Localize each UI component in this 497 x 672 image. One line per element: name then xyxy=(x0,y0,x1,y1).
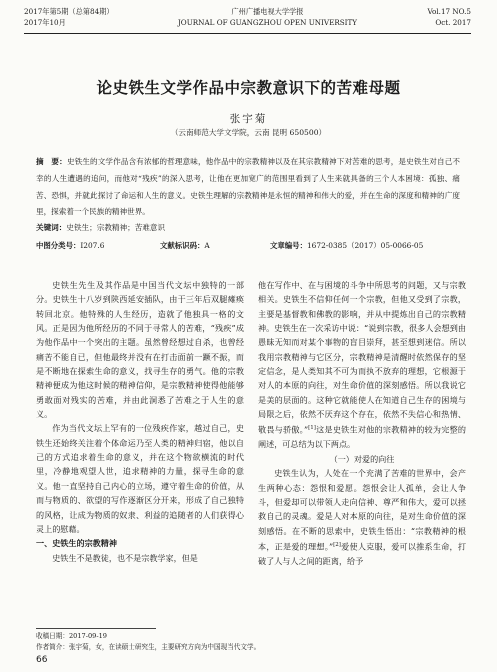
clc-value: I207.6 xyxy=(80,241,105,250)
paragraph: 史铁生先生及其作品是中国当代文坛中独特的一部分。史铁生十八岁到陕西延安插队，由于三年后双腿瘫痪转回北京。他特殊的人生经历，造就了他独具一格的文风。正是因为他所经历的不同于寻常人的苦难，“残疾”成为他作品中一个突出的主题。虽然曾经想过自杀，也曾经痛苦不能自已，但他最终并没有在打击面前一蹶不振，而是不断地在探索生命的意义，找寻生存的勇气。他的宗教精神便成为他这时候的精神信仰，是宗教精神使得他能够勇敢面对残实的苦难，并由此洞悉了苦难之于人生的意义。 xyxy=(36,280,244,420)
keywords-label: 关键词： xyxy=(36,223,67,232)
clc-label: 中图分类号： xyxy=(36,241,81,250)
received-date: 收稿日期：2017-09-19 xyxy=(36,632,107,640)
abstract-text: 史铁生的文学作品含有浓郁的哲理意味，他作品中的宗教精神以及在其宗教精神下对苦难的思考，是史铁生对自己不幸的人生遭遇的追问，而他对“残疾”的深入思考，让他在更加宽广的范围里看到了人生来就具备的三个人本困境：孤独、痛苦、恐惧，并就此探讨了命运和人生的意义。史铁生理解的宗教精神是永恒的精神和伟大的爱，并在生命的深度和精神的广度里，探索着一个民族的精神世界。 xyxy=(36,157,461,217)
paper-title: 论史铁生文学作品中宗教意识下的苦难母题 xyxy=(96,79,401,97)
paragraph xyxy=(258,278,466,452)
abstract xyxy=(36,154,460,221)
paragraph: 作为当代文坛上罕有的一位残疾作家，越过自己，史铁生还始终关注着个体命运乃至人类的精神归宿，他以自己的方式追求着生命的意义，并在这个物欲横流的时代里，冷静地观望人世，追求精神的力量，探寻生命的意义。他一直坚持自己内心的立场，遵守着生命的价值，从而与物质的、欲望的写作逐渐区分开来，形成了自己独特的风格，让成为物质的奴隶、利益的追随者的人们获得心灵上的慰藉。 xyxy=(36,423,244,534)
article-id-label: 文章编号： xyxy=(270,241,307,250)
footnote-rule xyxy=(36,628,156,629)
journal-header xyxy=(24,6,471,36)
volume-info: Vol.17 NO.5 xyxy=(427,7,471,16)
body-column-left xyxy=(36,278,244,565)
footnote xyxy=(36,628,466,653)
paragraph: 史铁生不是教徒，也不是宗教学家，但是 xyxy=(52,552,198,563)
keywords xyxy=(36,222,460,233)
date-cn: 2017年10月 xyxy=(24,18,66,27)
journal-name-en: JOURNAL OF GUANGZHOU OPEN UNIVERSITY xyxy=(177,18,358,27)
keywords-text: 史铁生；宗教精神；苦难意识 xyxy=(66,223,166,232)
date-en: Oct. 2017 xyxy=(435,18,471,27)
subsection-heading: （一）对爱的向往 xyxy=(329,453,395,464)
citation-ref: [1] xyxy=(308,425,316,432)
paragraph-text: 史铁生认为，人处在一个充满了苦难的世界中，会产生两种心态：怨恨和爱愿。怨恨会让人孤单，会让人争斗，但爱却可以带领人走向信神、尊严和伟大，爱可以拯救自己的灵魂。爱是人对本原的向往，是对生命价值的深刻感悟。在不断的思索中，史铁生悟出：“宗教精神的根本，正是爱的理想。” xyxy=(258,468,466,552)
classification-meta xyxy=(36,240,466,251)
header-rule xyxy=(24,33,471,34)
doc-label: 文献标识码： xyxy=(160,241,205,250)
paragraph-text: 这是史铁生对他的宗教精神的较为完整的阐述，可总结为以下两点。 xyxy=(258,425,466,450)
issue-info: 2017年第5期（总第84期） xyxy=(24,7,114,16)
paragraph-text: 他在写作中、在与困境的斗争中所思考的问题，又与宗教相关。史铁生不信仰任何一个宗教，但他又受到了宗教，主要是基督教和佛教的影响，并从中提炼出自己的宗教精神。史铁生在一次采访中说：“说到宗教，很多人会想到由愚昧无知而对某个事物的盲目崇拜，甚至想到迷信。所以我用宗教精神与它区分，宗教精神是清醒时依然保存的坚定信念，是人类知其不可为而执不放弃的理想，它根源于对人的本原的向往，对生命价值的深刻感悟。所以我说它是美的层面的。这种它就能使人在知道自己生存的困境与局限之后，依然不厌弃这个存在，依然不失信心和热情、敬畏与骄傲。” xyxy=(258,280,466,436)
body-column-right xyxy=(258,278,466,568)
author-bio: 作者简介：张宇菊，女，在读硕士研究生，主要研究方向为中国现当代文学。 xyxy=(36,643,261,651)
paragraph-text: 爱使人克服，爱可以推系生命，打破了人与人之间的距离，给予 xyxy=(258,541,466,566)
abstract-label: 摘 要： xyxy=(36,157,67,166)
paragraph xyxy=(258,466,466,568)
section-heading: 一、史铁生的宗教精神 xyxy=(36,538,117,549)
author-affiliation: （云南师范大学文学院，云南 昆明 650500） xyxy=(170,128,327,137)
author-name: 张宇菊 xyxy=(229,113,268,125)
page-number: 66 xyxy=(36,655,48,665)
citation-ref: [2] xyxy=(333,541,341,548)
article-id-value: 1672-0385（2017）05-0066-05 xyxy=(306,241,424,250)
journal-name-cn: 广州广播电视大学学报 xyxy=(231,7,304,16)
doc-value: A xyxy=(204,241,210,250)
